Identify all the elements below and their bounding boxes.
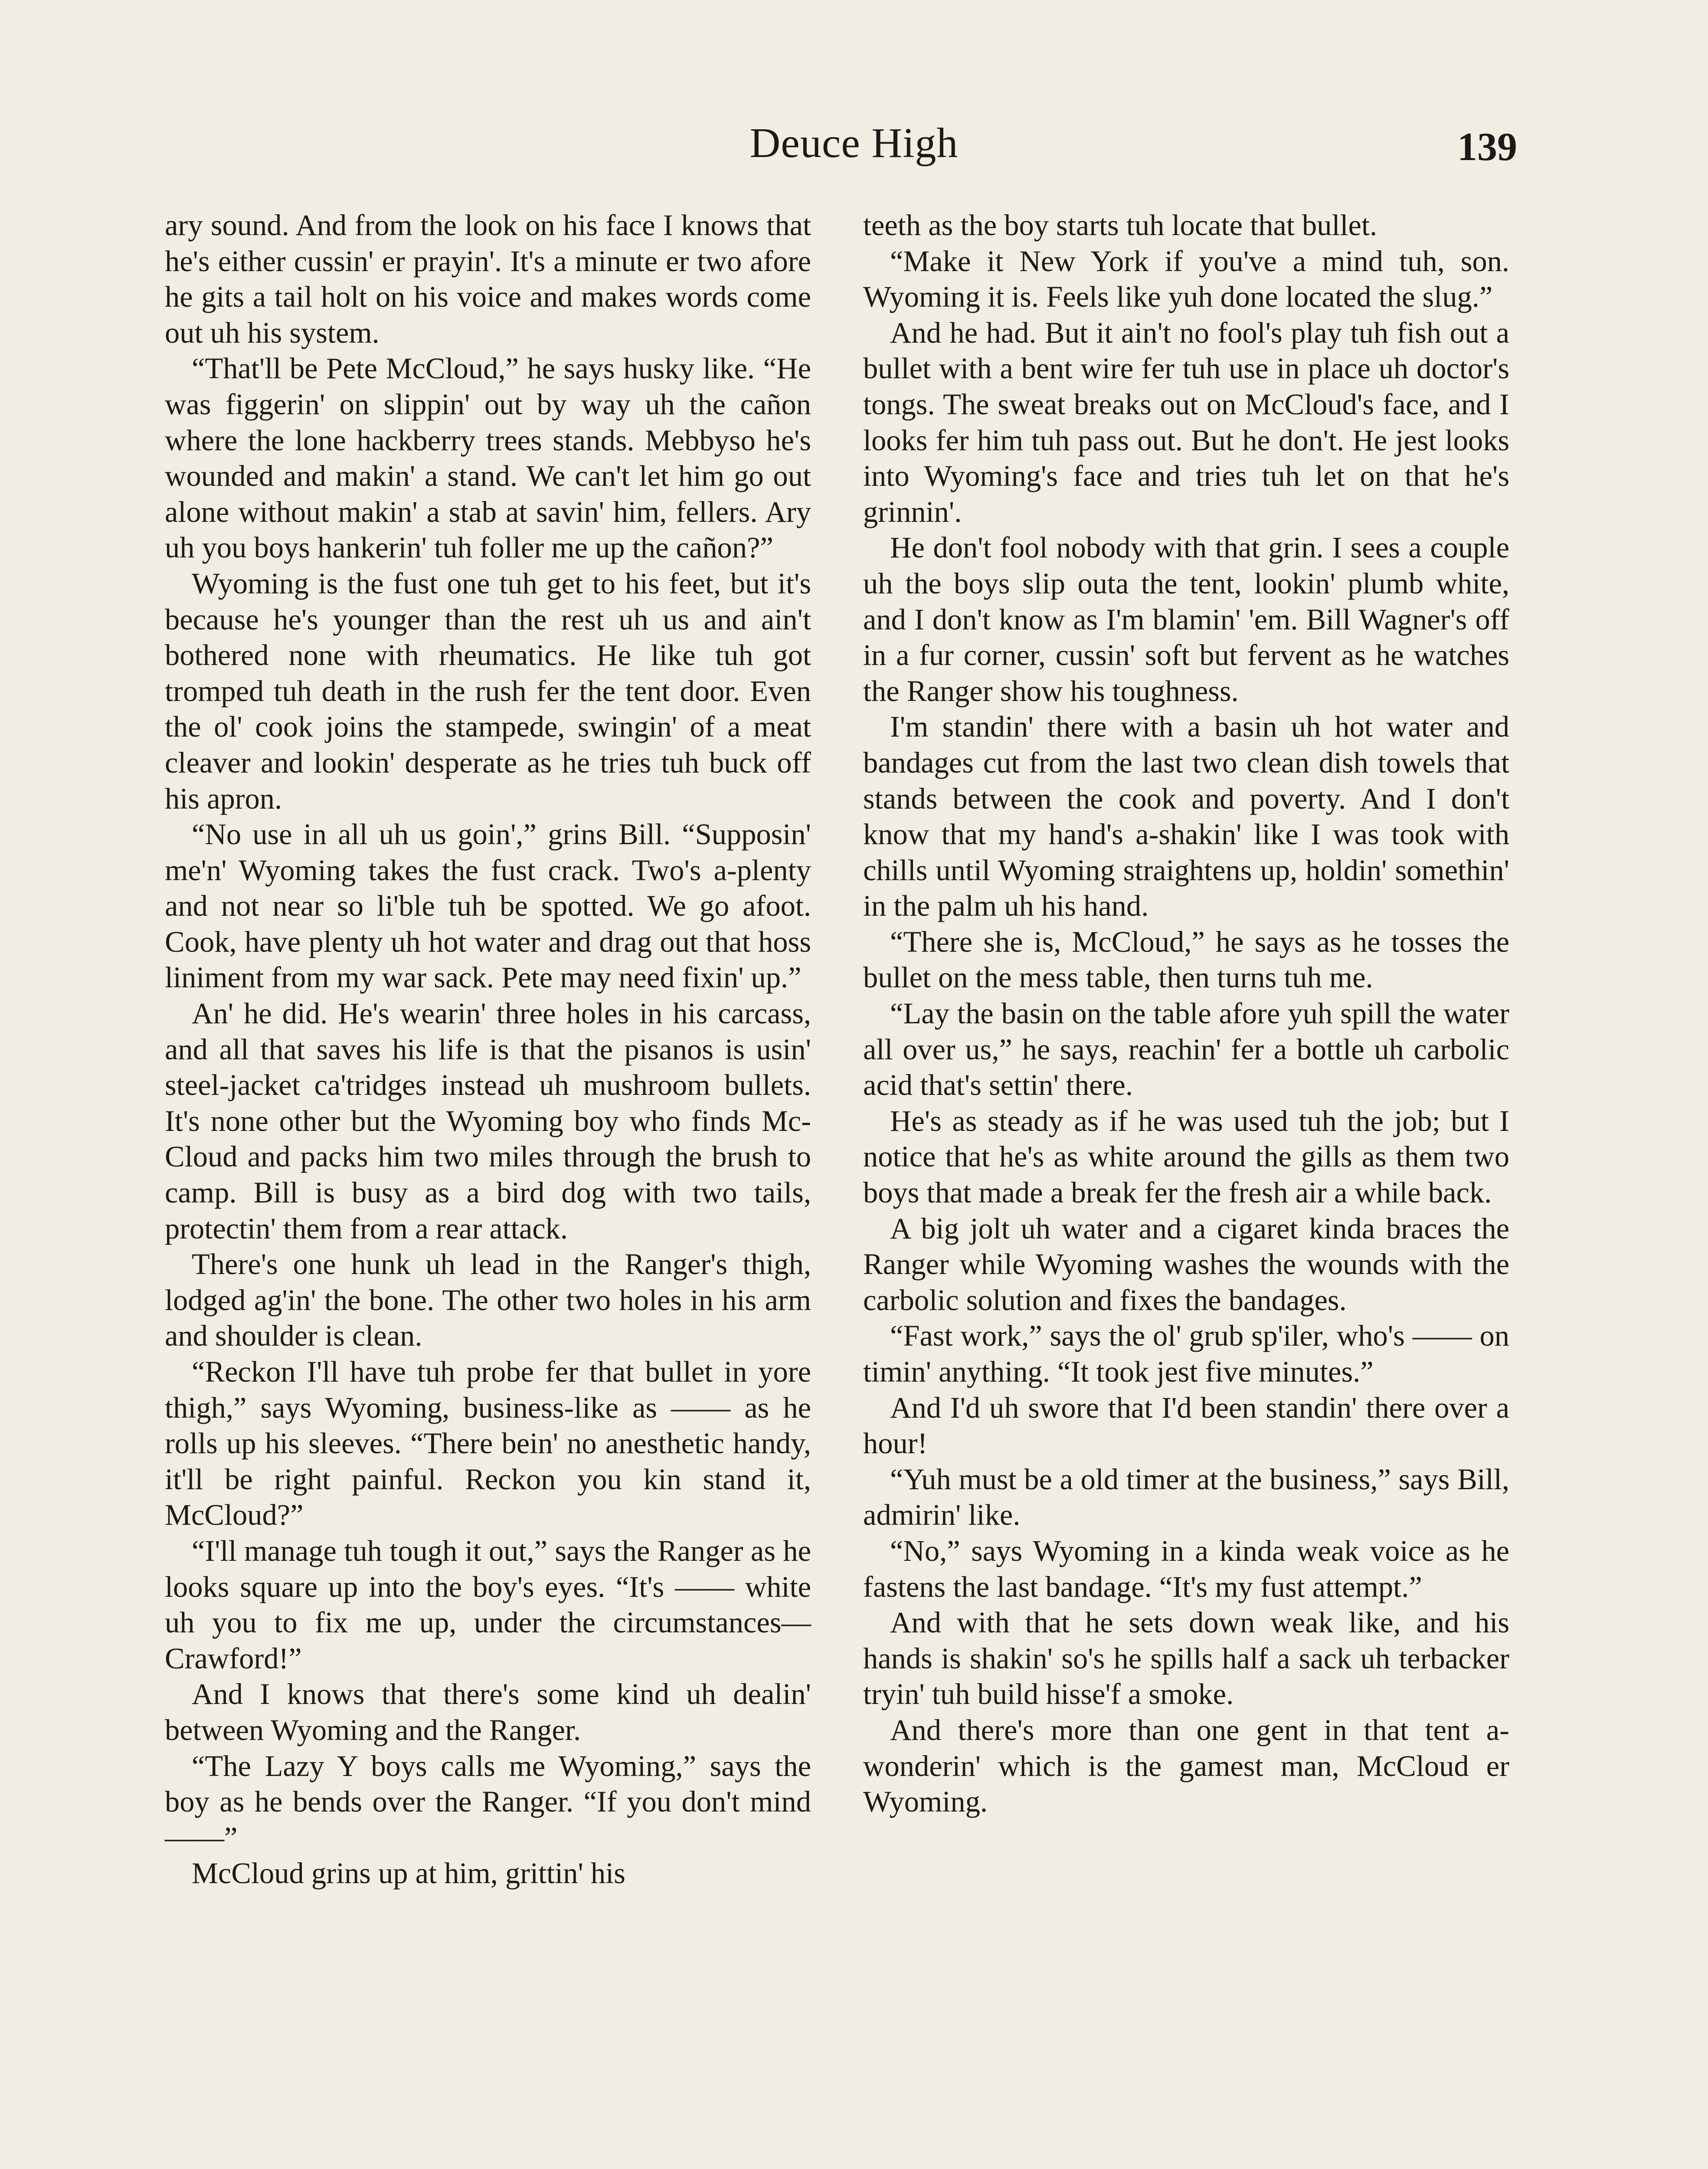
- paragraph: He's as steady as if he was used tuh the job; but I notice that he's as white around the gills as them two boys that made a break fer the fresh air a while back.: [863, 1104, 1509, 1209]
- paragraph: And there's more than one gent in that tent a-wonderin' which is the gamest man, McCloud er Wyoming.: [863, 1713, 1509, 1818]
- paragraph: “Fast work,” says the ol' grub sp'iler, who's —— on timin' anything. “It took jest five minutes.”: [863, 1319, 1509, 1388]
- paragraph: A big jolt uh water and a cigaret kinda braces the Ranger while Wyoming washes the wounds with the carbolic solution and fixes the bandages.: [863, 1212, 1509, 1317]
- paragraph: teeth as the boy starts tuh locate that bullet.: [863, 209, 1378, 242]
- paragraph: “I'll manage tuh tough it out,” says the Ranger as he looks square up into the boy's eyes. “It's —— white uh you to fix me up, under the circumstances—Crawford!”: [165, 1534, 811, 1675]
- paragraph: “Reckon I'll have tuh probe fer that bullet in yore thigh,” says Wyoming, business-like as —— as he rolls up his sleeves. “There bein' no anesthetic handy, it'll be right painful. Reckon you kin stand it, McCloud?”: [165, 1355, 811, 1532]
- paragraph: And with that he sets down weak like, and his hands is shakin' so's he spills half a sack uh terbacker tryin' tuh build hisse'f a smoke.: [863, 1606, 1509, 1711]
- paragraph: ary sound. And from the look on his face I knows that he's either cussin' er prayin'. It's a minute er two afore he gits a tail holt on his voice and makes words come out uh his system.: [165, 209, 811, 349]
- paragraph: I'm standin' there with a basin uh hot water and bandages cut from the last two clean dish towels that stands between the cook and poverty. And I don't know that my hand's a-shakin' like I was took with chills until Wyoming straightens up, holdin' somethin' in the palm uh his hand.: [863, 710, 1509, 923]
- paragraph: There's one hunk uh lead in the Ranger's thigh, lodged ag'in' the bone. The other two holes in his arm and shoulder is clean.: [165, 1248, 811, 1353]
- text-column-left: [165, 207, 811, 1891]
- paragraph: “No,” says Wyoming in a kinda weak voice as he fastens the last bandage. “It's my fust attempt.”: [863, 1534, 1509, 1603]
- paragraph: “There she is, McCloud,” he says as he tosses the bullet on the mess table, then turns tuh me.: [863, 925, 1509, 994]
- paragraph: An' he did. He's wearin' three holes in his carcass, and all that saves his life is that the pisanos is usin' steel-jacket ca'tridges instead uh mushroom bullets. It's none other but the Wyoming boy who finds Mc-Cloud and packs him two miles through the brush to camp. Bill is busy as a bird dog with two tails, protectin' them from a rear attack.: [165, 997, 811, 1245]
- paragraph: McCloud grins up at him, grittin' his: [192, 1857, 625, 1890]
- paragraph: “That'll be Pete McCloud,” he says husky like. “He was figgerin' on slippin' out by way uh the cañon where the lone hackberry trees stands. Mebbyso he's wounded and makin' a stand. We can't let him go out alone without makin' a stab at savin' him, fellers. Ary uh you boys hankerin' tuh foller me up the cañon?”: [165, 352, 811, 564]
- paragraph: “No use in all uh us goin',” grins Bill. “Supposin' me'n' Wyoming takes the fust crack. Two's a-plenty and not near so li'ble tuh be spotted. We go afoot. Cook, have plenty uh hot water and drag out that hoss liniment from my war sack. Pete may need fixin' up.”: [165, 818, 811, 994]
- paragraph: “Lay the basin on the table afore yuh spill the water all over us,” he says, reachin' fer a bottle uh carbolic acid that's settin' there.: [863, 997, 1509, 1102]
- paragraph: And I knows that there's some kind uh dealin' between Wyoming and the Ranger.: [165, 1678, 811, 1746]
- paragraph: “Yuh must be a old timer at the business,” says Bill, admirin' like.: [863, 1462, 1509, 1532]
- running-title: Deuce High: [749, 120, 959, 167]
- paragraph: And I'd uh swore that I'd been standin' there over a hour!: [863, 1391, 1509, 1460]
- paragraph: And he had. But it ain't no fool's play tuh fish out a bullet with a bent wire fer tuh use in place uh doctor's tongs. The sweat breaks out on McCloud's face, and I looks fer him tuh pass out. But he don't. He jest looks into Wyoming's face and tries tuh let on that he's grinnin'.: [863, 316, 1509, 528]
- paragraph: Wyoming is the fust one tuh get to his feet, but it's because he's younger than the rest uh us and ain't bothered none with rheumatics. He like tuh got tromped tuh death in the rush fer the tent door. Even the ol' cook joins the stampede, swingin' of a meat cleaver and lookin' desperate as he tries tuh buck off his apron.: [165, 567, 811, 815]
- running-head: [0, 115, 1708, 171]
- paragraph: “Make it New York if you've a mind tuh, son. Wyoming it is. Feels like yuh done located the slug.”: [863, 244, 1509, 314]
- paragraph: “The Lazy Y boys calls me Wyoming,” says the boy as he bends over the Ranger. “If you don't mind——”: [165, 1749, 811, 1854]
- page-number: 139: [1457, 125, 1517, 169]
- paragraph: He don't fool nobody with that grin. I sees a couple uh the boys slip outa the tent, lookin' plumb white, and I don't know as I'm blamin' 'em. Bill Wagner's off in a fur corner, cussin' soft but fervent as he watches the Ranger show his toughness.: [863, 531, 1509, 708]
- text-column-right: [863, 207, 1509, 1820]
